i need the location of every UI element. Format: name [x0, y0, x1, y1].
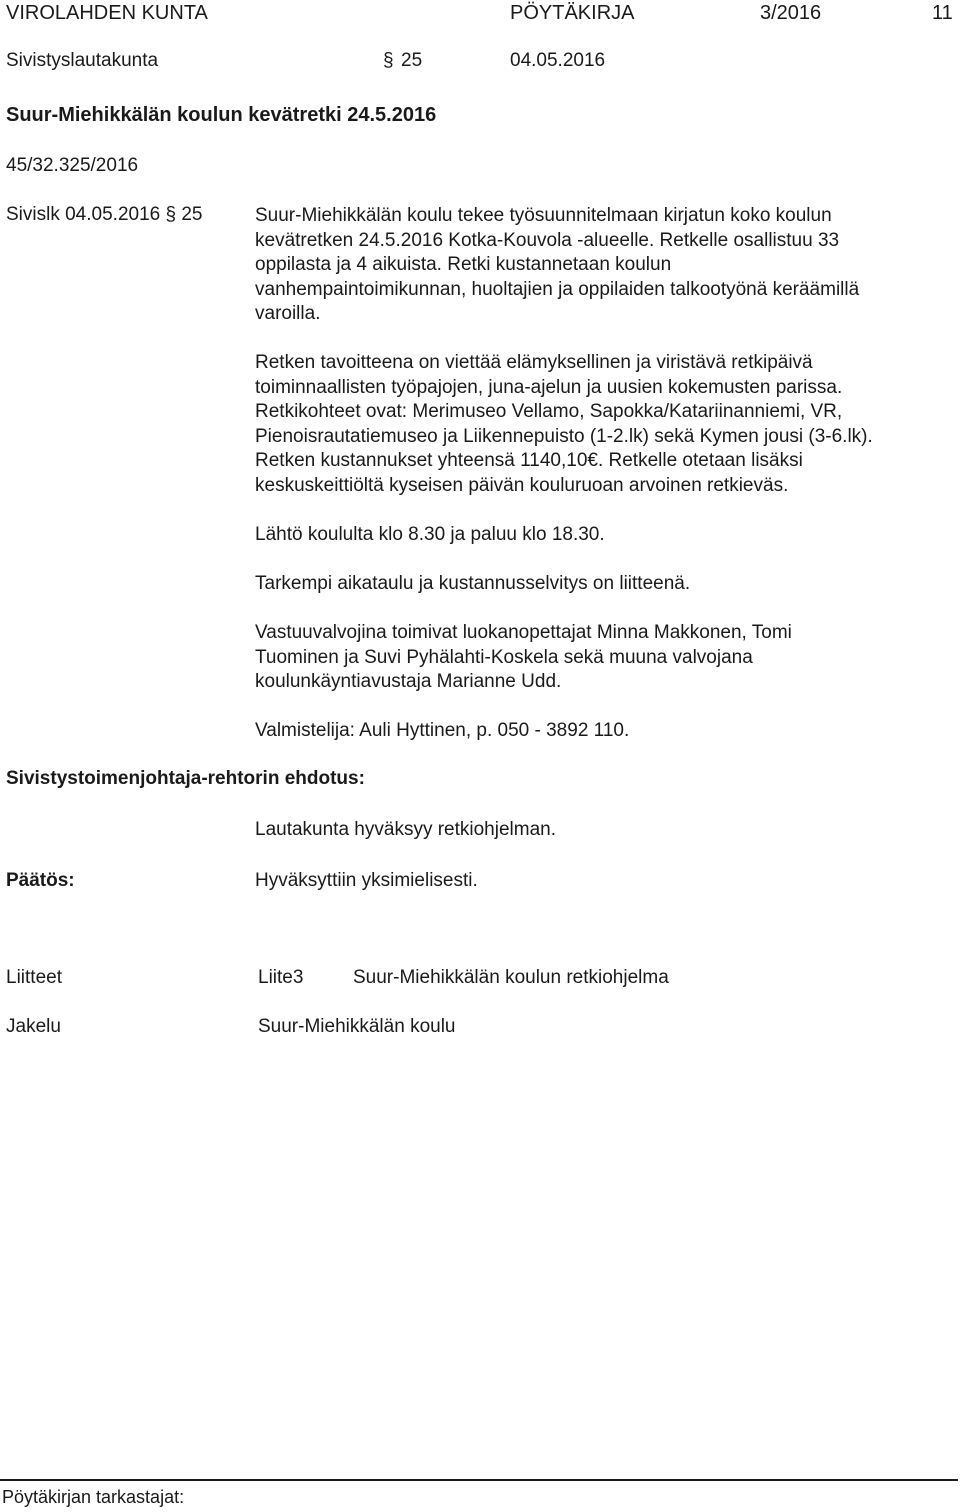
text-line: Vastuuvalvojina toimivat luokanopettajat Minna Makkonen, Tomi [255, 622, 792, 643]
session-reference: Sivislk 04.05.2016 § 25 [6, 204, 203, 225]
body-paragraph-4 [255, 572, 955, 597]
text-line: kevätretken 24.5.2016 Kotka-Kouvola -alueelle. Retkelle osallistuu 33 [255, 229, 840, 251]
committee-name: Sivistyslautakunta [6, 50, 159, 71]
text-line: koulunkäyntiavustaja Marianne Udd. [255, 671, 562, 692]
section-number: 25 [401, 50, 423, 71]
municipality-name: VIROLAHDEN KUNTA [6, 2, 208, 24]
page-number: 11 [932, 2, 953, 24]
section-symbol: § [383, 50, 394, 71]
text-line: Tuominen ja Suvi Pyhälahti-Koskela sekä muuna valvojana [255, 646, 753, 668]
body-paragraph-2 [255, 351, 955, 498]
body-paragraph-6 [255, 719, 955, 744]
meeting-date: 04.05.2016 [510, 50, 606, 71]
record-number: 45/32.325/2016 [6, 155, 139, 176]
text-line: vanhempaintoimikunnan, huoltajien ja oppilaiden talkootyönä keräämillä [255, 278, 860, 300]
text-line: Retkikohteet ovat: Merimuseo Vellamo, Sapokka/Katariinanniemi, VR, [255, 401, 843, 422]
attachment-id: Liite3 [258, 967, 304, 988]
proposal-text: Lautakunta hyväksyy retkiohjelman. [255, 819, 556, 840]
body-paragraph-3 [255, 523, 955, 548]
text-line: Lähtö koululta klo 8.30 ja paluu klo 18.30. [255, 524, 605, 545]
document-type: PÖYTÄKIRJA [510, 2, 635, 24]
text-line: varoilla. [255, 303, 321, 324]
body-paragraph-5 [255, 621, 955, 695]
text-line: Valmistelija: Auli Hyttinen, p. 050 - 3892 110. [255, 720, 630, 741]
footer-divider [0, 1479, 958, 1481]
document-number: 3/2016 [760, 2, 822, 24]
attachment-name: Suur-Miehikkälän koulun retkiohjelma [353, 967, 669, 988]
checkers-label: Pöytäkirjan tarkastajat: [2, 1487, 185, 1507]
text-line: Retken tavoitteena on viettää elämyksellinen ja viristävä retkipäivä [255, 352, 813, 373]
text-line: oppilasta ja 4 aikuista. Retki kustannetaan koulun [255, 254, 672, 275]
body-paragraph-1 [255, 204, 955, 327]
text-line: keskuskeittiöltä kyseisen päivän kouluruoan arvoinen retkieväs. [255, 474, 789, 496]
distribution-recipient: Suur-Miehikkälän koulu [258, 1016, 456, 1037]
proposal-label: Sivistystoimenjohtaja-rehtorin ehdotus: [6, 768, 365, 789]
text-line: Suur-Miehikkälän koulu tekee työsuunnitelmaan kirjatun koko koulun [255, 205, 832, 226]
text-line: Retken kustannukset yhteensä 1140,10€. Retkelle otetaan lisäksi [255, 450, 803, 471]
text-line: Pienoisrautatiemuseo ja Liikennepuisto (1-2.lk) sekä Kymen jousi (3-6.lk). [255, 425, 873, 447]
page-title: Suur-Miehikkälän koulun kevätretki 24.5.2016 [6, 104, 437, 126]
text-line: toiminnaallisten työpajojen, juna-ajelun ja uusien kokemusten parissa. [255, 376, 843, 398]
attachments-label: Liitteet [6, 967, 62, 988]
decision-label: Päätös: [6, 870, 75, 891]
text-line: Tarkempi aikataulu ja kustannusselvitys on liitteenä. [255, 573, 691, 594]
distribution-label: Jakelu [6, 1016, 61, 1037]
decision-text: Hyväksyttiin yksimielisesti. [255, 870, 478, 891]
